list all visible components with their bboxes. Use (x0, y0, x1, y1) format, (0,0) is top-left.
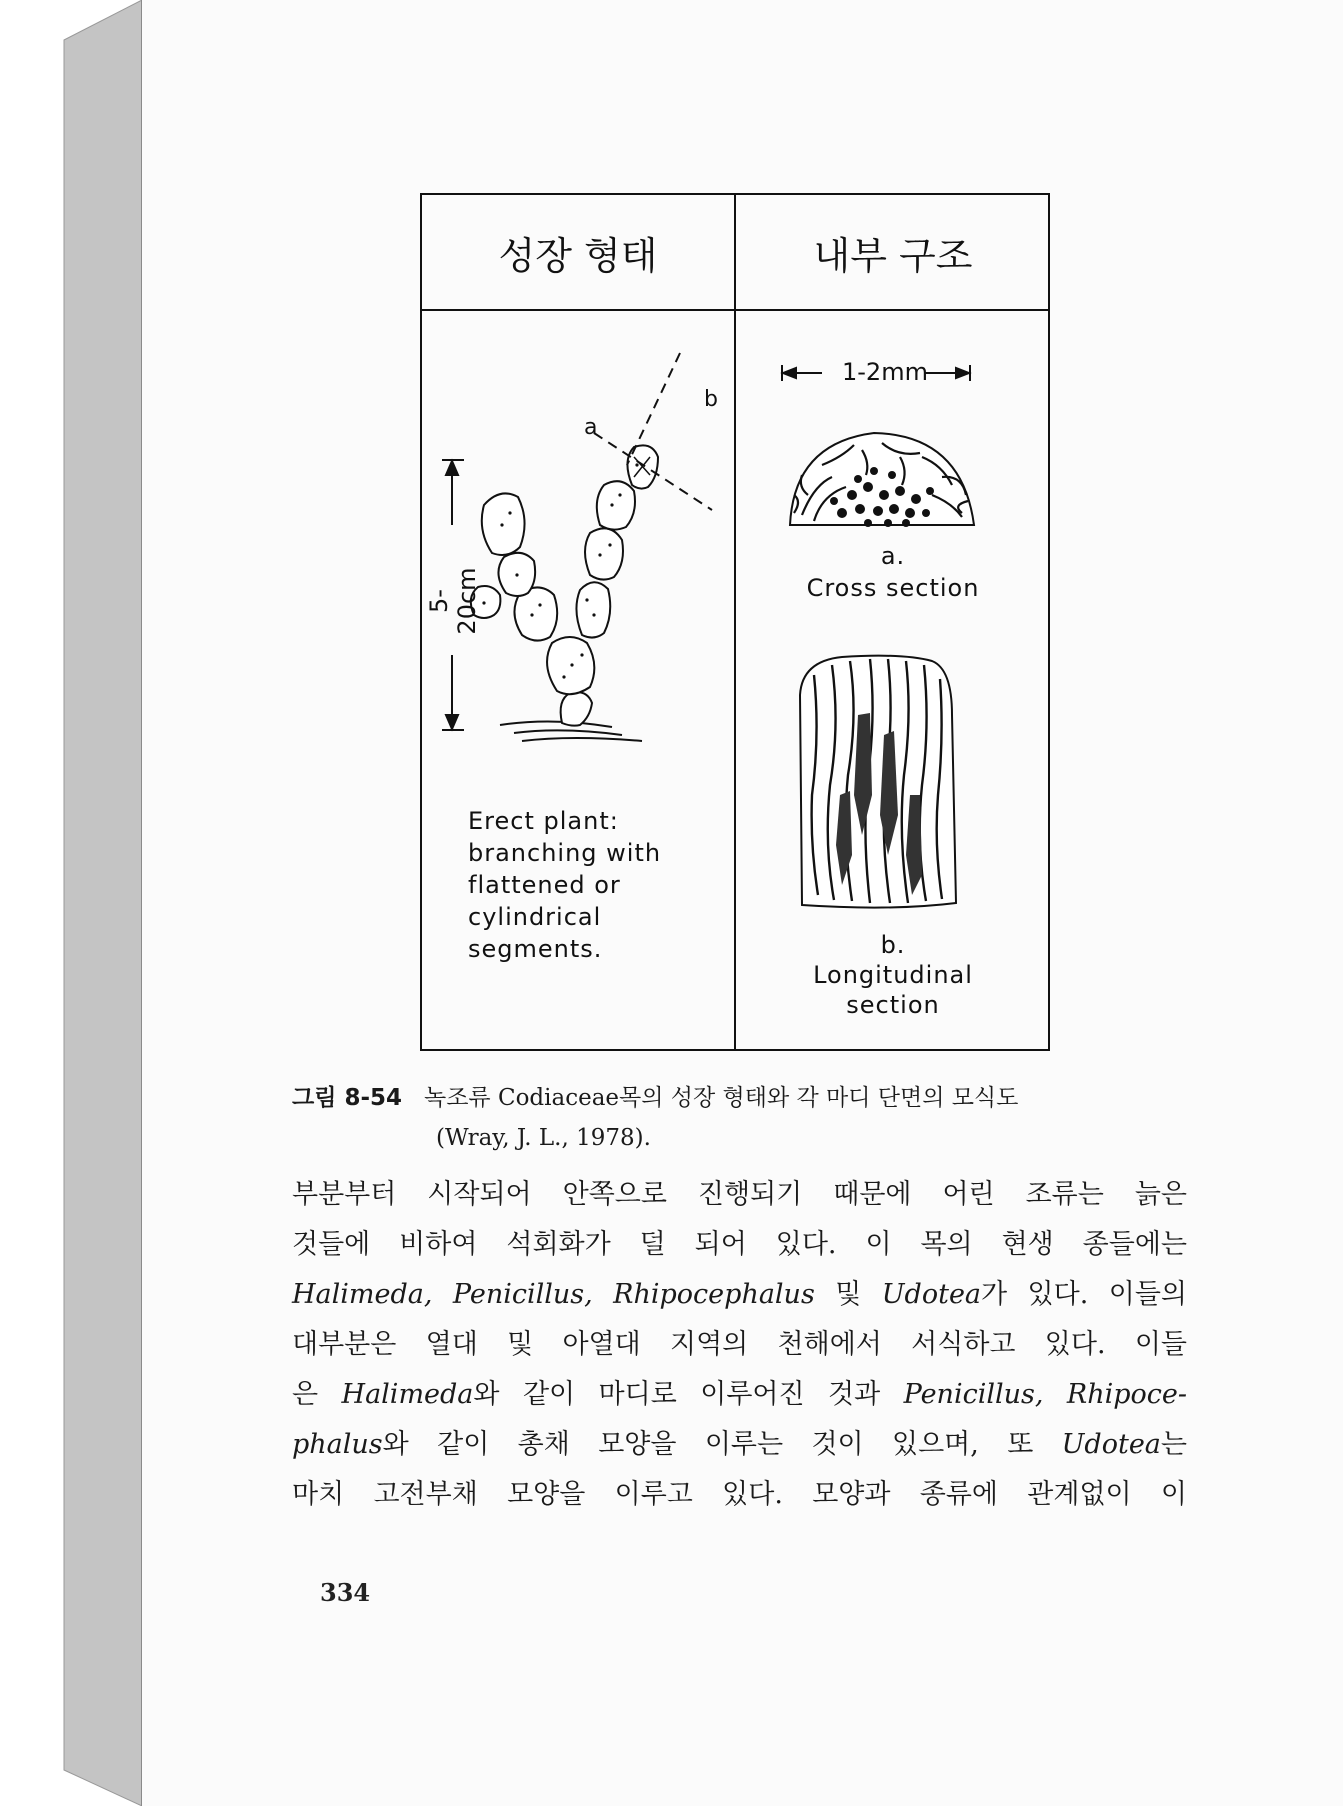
caption-line2: (Wray, J. L., 1978). (436, 1125, 651, 1151)
figure-table (420, 193, 1050, 1051)
cross-section-name: Cross section (806, 574, 980, 602)
header-divider (422, 309, 1048, 311)
italic-genus: phalus (292, 1429, 383, 1460)
plant-drawing (471, 445, 658, 741)
header-growth-form: 성장 형태 (498, 233, 658, 278)
longitudinal-section-label (736, 930, 1050, 1020)
longitudinal-name-line2: section (846, 991, 940, 1019)
body-line: 부분부터 시작되어 안쪽으로 진행되기 때문에 어린 조류는 늙은 (292, 1179, 1187, 1210)
body-line (292, 1420, 1187, 1470)
header-internal-structure: 내부 구조 (813, 233, 973, 278)
body-fragment: 은 (292, 1379, 342, 1410)
longitudinal-section-drawing (800, 656, 956, 908)
body-line: 것들에 비하여 석회화가 덜 되어 있다. 이 목의 현생 종들에는 (292, 1229, 1187, 1260)
body-fragment: 는 (1160, 1429, 1187, 1460)
cross-section-label (736, 540, 1050, 604)
italic-genus: Halimeda (341, 1379, 474, 1410)
italic-genus: Halimeda, Penicillus, Rhipocephalus (292, 1279, 815, 1310)
growth-description-line: cylindrical (468, 903, 602, 931)
longitudinal-letter: b. (880, 931, 906, 959)
body-fragment: 및 (814, 1279, 882, 1310)
growth-description (468, 805, 708, 965)
growth-description-line: segments. (468, 935, 603, 963)
caption-line1: 녹조류 Codiaceae목의 성장 형태와 각 마디 단면의 모식도 (424, 1085, 1019, 1111)
body-line: 대부분은 열대 및 아열대 지역의 천해에서 서식하고 있다. 이들 (292, 1329, 1187, 1360)
body-line: 마치 고전부채 모양을 이루고 있다. 모양과 종류에 관계없이 이 (292, 1479, 1187, 1510)
body-fragment: 와 같이 마디로 이루어진 것과 (473, 1379, 904, 1410)
dimension-height-label: 5-20cm (425, 567, 481, 635)
body-fragment: 가 있다. 이들의 (981, 1279, 1187, 1310)
longitudinal-name-line1: Longitudinal (813, 961, 973, 989)
growth-description-line: Erect plant: (468, 807, 619, 835)
growth-description-line: flattened or (468, 871, 621, 899)
cut-label-a: a (584, 415, 598, 440)
body-line (292, 1270, 1187, 1320)
cut-label-b: b (704, 387, 718, 412)
growth-description-line: branching with (468, 839, 662, 867)
italic-genus: Udotea (1061, 1429, 1161, 1460)
column-divider (734, 195, 736, 1049)
figure-caption (292, 1078, 1192, 1158)
cross-section-letter: a. (880, 542, 906, 570)
caption-label: 그림 8-54 (292, 1085, 402, 1111)
italic-genus: Penicillus, Rhipoce- (903, 1379, 1187, 1410)
body-line (292, 1370, 1187, 1420)
body-fragment: 와 같이 총채 모양을 이루는 것이 있으며, 또 (382, 1429, 1062, 1460)
italic-genus: Udotea (881, 1279, 982, 1310)
cross-section-drawing (790, 433, 974, 527)
body-text (292, 1170, 1187, 1520)
page-number: 334 (320, 1578, 371, 1607)
dimension-width-label: 1-2mm (842, 358, 928, 386)
